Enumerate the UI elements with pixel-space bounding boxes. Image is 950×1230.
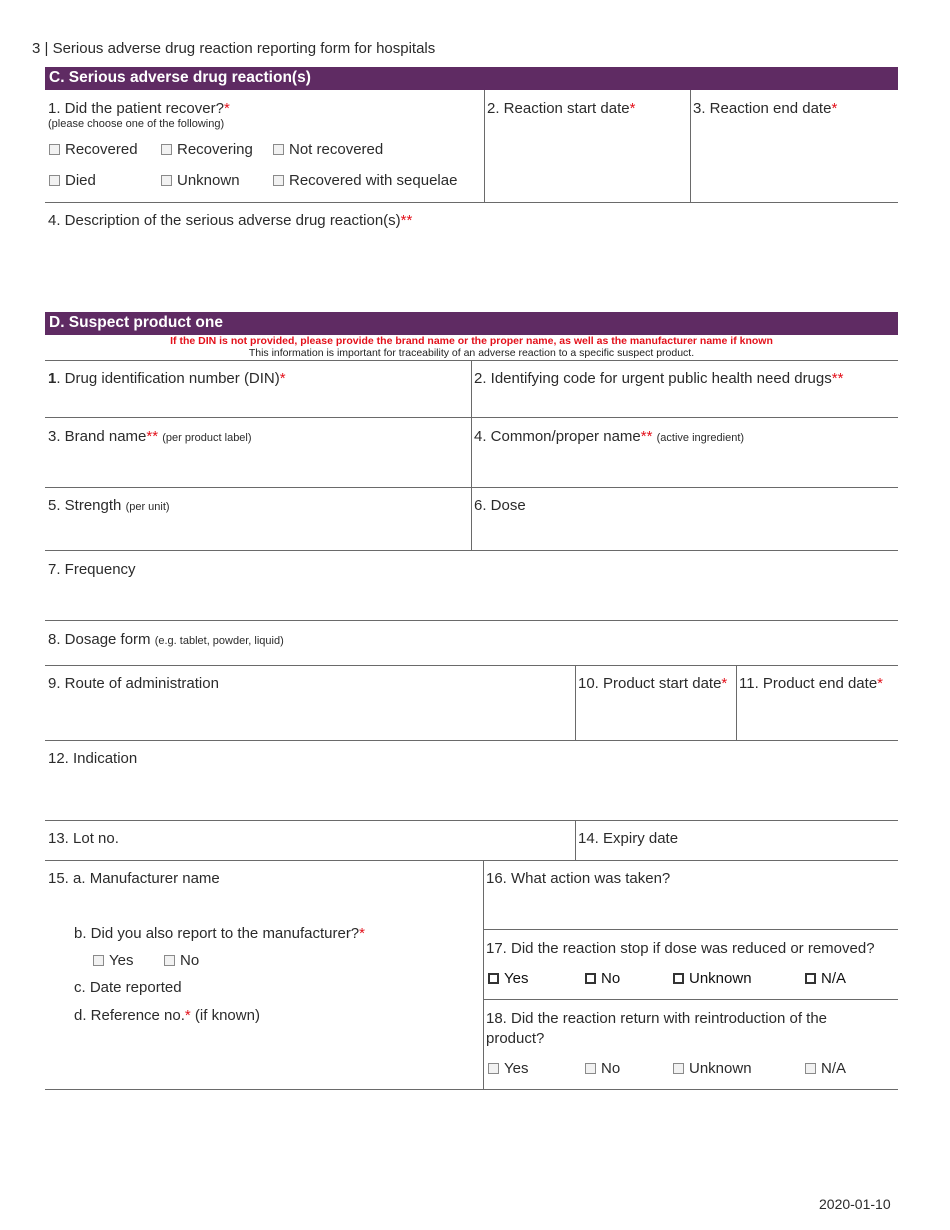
option-recovered[interactable]: Recovered xyxy=(49,141,138,158)
q4-label[interactable]: 4. Description of the serious adverse drug reaction(s)** xyxy=(48,212,413,229)
f15c-date-label[interactable]: c. Date reported xyxy=(74,979,182,996)
f4-common-name-label[interactable]: 4. Common/proper name** (active ingredient) xyxy=(474,428,745,445)
option-recovered-with-sequelae[interactable]: Recovered with sequelae xyxy=(273,172,457,189)
f15b-reported-label: b. Did you also report to the manufacturer?* xyxy=(74,925,365,942)
f15b-no-option[interactable]: No xyxy=(164,952,199,969)
divider xyxy=(483,929,898,930)
f15a-manufacturer-label[interactable]: 15. a. Manufacturer name xyxy=(48,870,220,887)
f14-expiry-label[interactable]: 14. Expiry date xyxy=(578,830,679,847)
f1-din-label[interactable]: 1. Drug identification number (DIN)* xyxy=(48,370,286,387)
f15d-reference-label[interactable]: d. Reference no.* (if known) xyxy=(74,1007,260,1024)
page-header: 3 | Serious adverse drug reaction reporting form for hospitals xyxy=(32,40,436,57)
f18-yes-option[interactable]: Yes xyxy=(488,1060,528,1077)
f17-unknown-option[interactable]: Unknown xyxy=(673,970,752,987)
divider xyxy=(736,665,737,740)
f9-route-label[interactable]: 9. Route of administration xyxy=(48,675,219,692)
checkbox[interactable] xyxy=(161,175,172,186)
checkbox[interactable] xyxy=(273,175,284,186)
divider xyxy=(45,417,898,418)
checkbox[interactable] xyxy=(488,1063,499,1074)
divider xyxy=(45,487,898,488)
footer-date: 2020-01-10 xyxy=(819,1196,891,1212)
f2-code-label[interactable]: 2. Identifying code for urgent public health need drugs** xyxy=(474,370,844,387)
option-recovering[interactable]: Recovering xyxy=(161,141,253,158)
f8-dosage-form-label[interactable]: 8. Dosage form (e.g. tablet, powder, liquid) xyxy=(48,631,284,648)
checkbox[interactable] xyxy=(585,1063,596,1074)
checkbox[interactable] xyxy=(673,973,684,984)
f15b-yes-option[interactable]: Yes xyxy=(93,952,133,969)
f7-frequency-label[interactable]: 7. Frequency xyxy=(48,561,136,578)
f17-no-option[interactable]: No xyxy=(585,970,620,987)
checkbox[interactable] xyxy=(805,973,816,984)
f18-label-line2: product? xyxy=(486,1030,545,1047)
q1-hint: (please choose one of the following) xyxy=(48,118,225,130)
f18-unknown-option[interactable]: Unknown xyxy=(673,1060,752,1077)
f5-strength-label[interactable]: 5. Strength (per unit) xyxy=(48,497,170,514)
checkbox[interactable] xyxy=(93,955,104,966)
checkbox[interactable] xyxy=(273,144,284,155)
divider xyxy=(45,820,898,821)
option-unknown[interactable]: Unknown xyxy=(161,172,240,189)
divider xyxy=(45,665,898,666)
din-note: This information is important for traceability of an adverse reaction to a specific suspect product. xyxy=(248,347,695,359)
section-c-title: C. Serious adverse drug reaction(s) xyxy=(45,67,898,90)
checkbox[interactable] xyxy=(805,1063,816,1074)
checkbox[interactable] xyxy=(49,175,60,186)
f17-label: 17. Did the reaction stop if dose was reduced or removed? xyxy=(486,940,875,957)
option-died[interactable]: Died xyxy=(49,172,96,189)
f10-start-date-label[interactable]: 10. Product start date* xyxy=(578,675,728,692)
divider xyxy=(483,860,484,1089)
checkbox[interactable] xyxy=(673,1063,684,1074)
divider xyxy=(471,360,472,550)
divider xyxy=(45,860,898,861)
f12-indication-label[interactable]: 12. Indication xyxy=(48,750,138,767)
f18-na-option[interactable]: N/A xyxy=(805,1060,846,1077)
divider xyxy=(45,620,898,621)
divider xyxy=(483,999,898,1000)
f13-lot-label[interactable]: 13. Lot no. xyxy=(48,830,119,847)
q3-label[interactable]: 3. Reaction end date* xyxy=(693,100,838,117)
f18-label-line1: 18. Did the reaction return with reintroduction of the xyxy=(486,1010,828,1027)
divider xyxy=(45,550,898,551)
q2-label[interactable]: 2. Reaction start date* xyxy=(487,100,636,117)
divider xyxy=(690,90,691,202)
checkbox[interactable] xyxy=(161,144,172,155)
din-note-red: If the DIN is not provided, please provide the brand name or the proper name, as well as the manufacturer name if known xyxy=(170,335,773,347)
f17-na-option[interactable]: N/A xyxy=(805,970,846,987)
divider xyxy=(45,740,898,741)
f6-dose-label[interactable]: 6. Dose xyxy=(474,497,526,514)
checkbox[interactable] xyxy=(585,973,596,984)
checkbox[interactable] xyxy=(164,955,175,966)
divider xyxy=(575,665,576,740)
f17-yes-option[interactable]: Yes xyxy=(488,970,528,987)
checkbox[interactable] xyxy=(488,973,499,984)
section-d-title: D. Suspect product one xyxy=(45,312,898,335)
f3-brand-label[interactable]: 3. Brand name** (per product label) xyxy=(48,428,252,445)
divider xyxy=(45,1089,898,1090)
f16-action-label[interactable]: 16. What action was taken? xyxy=(486,870,671,887)
option-not-recovered[interactable]: Not recovered xyxy=(273,141,383,158)
divider xyxy=(484,90,485,202)
divider xyxy=(575,820,576,860)
divider xyxy=(45,202,898,203)
f18-no-option[interactable]: No xyxy=(585,1060,620,1077)
f11-end-date-label[interactable]: 11. Product end date* xyxy=(739,675,884,692)
checkbox[interactable] xyxy=(49,144,60,155)
q1-label: 1. Did the patient recover?* xyxy=(48,100,230,117)
